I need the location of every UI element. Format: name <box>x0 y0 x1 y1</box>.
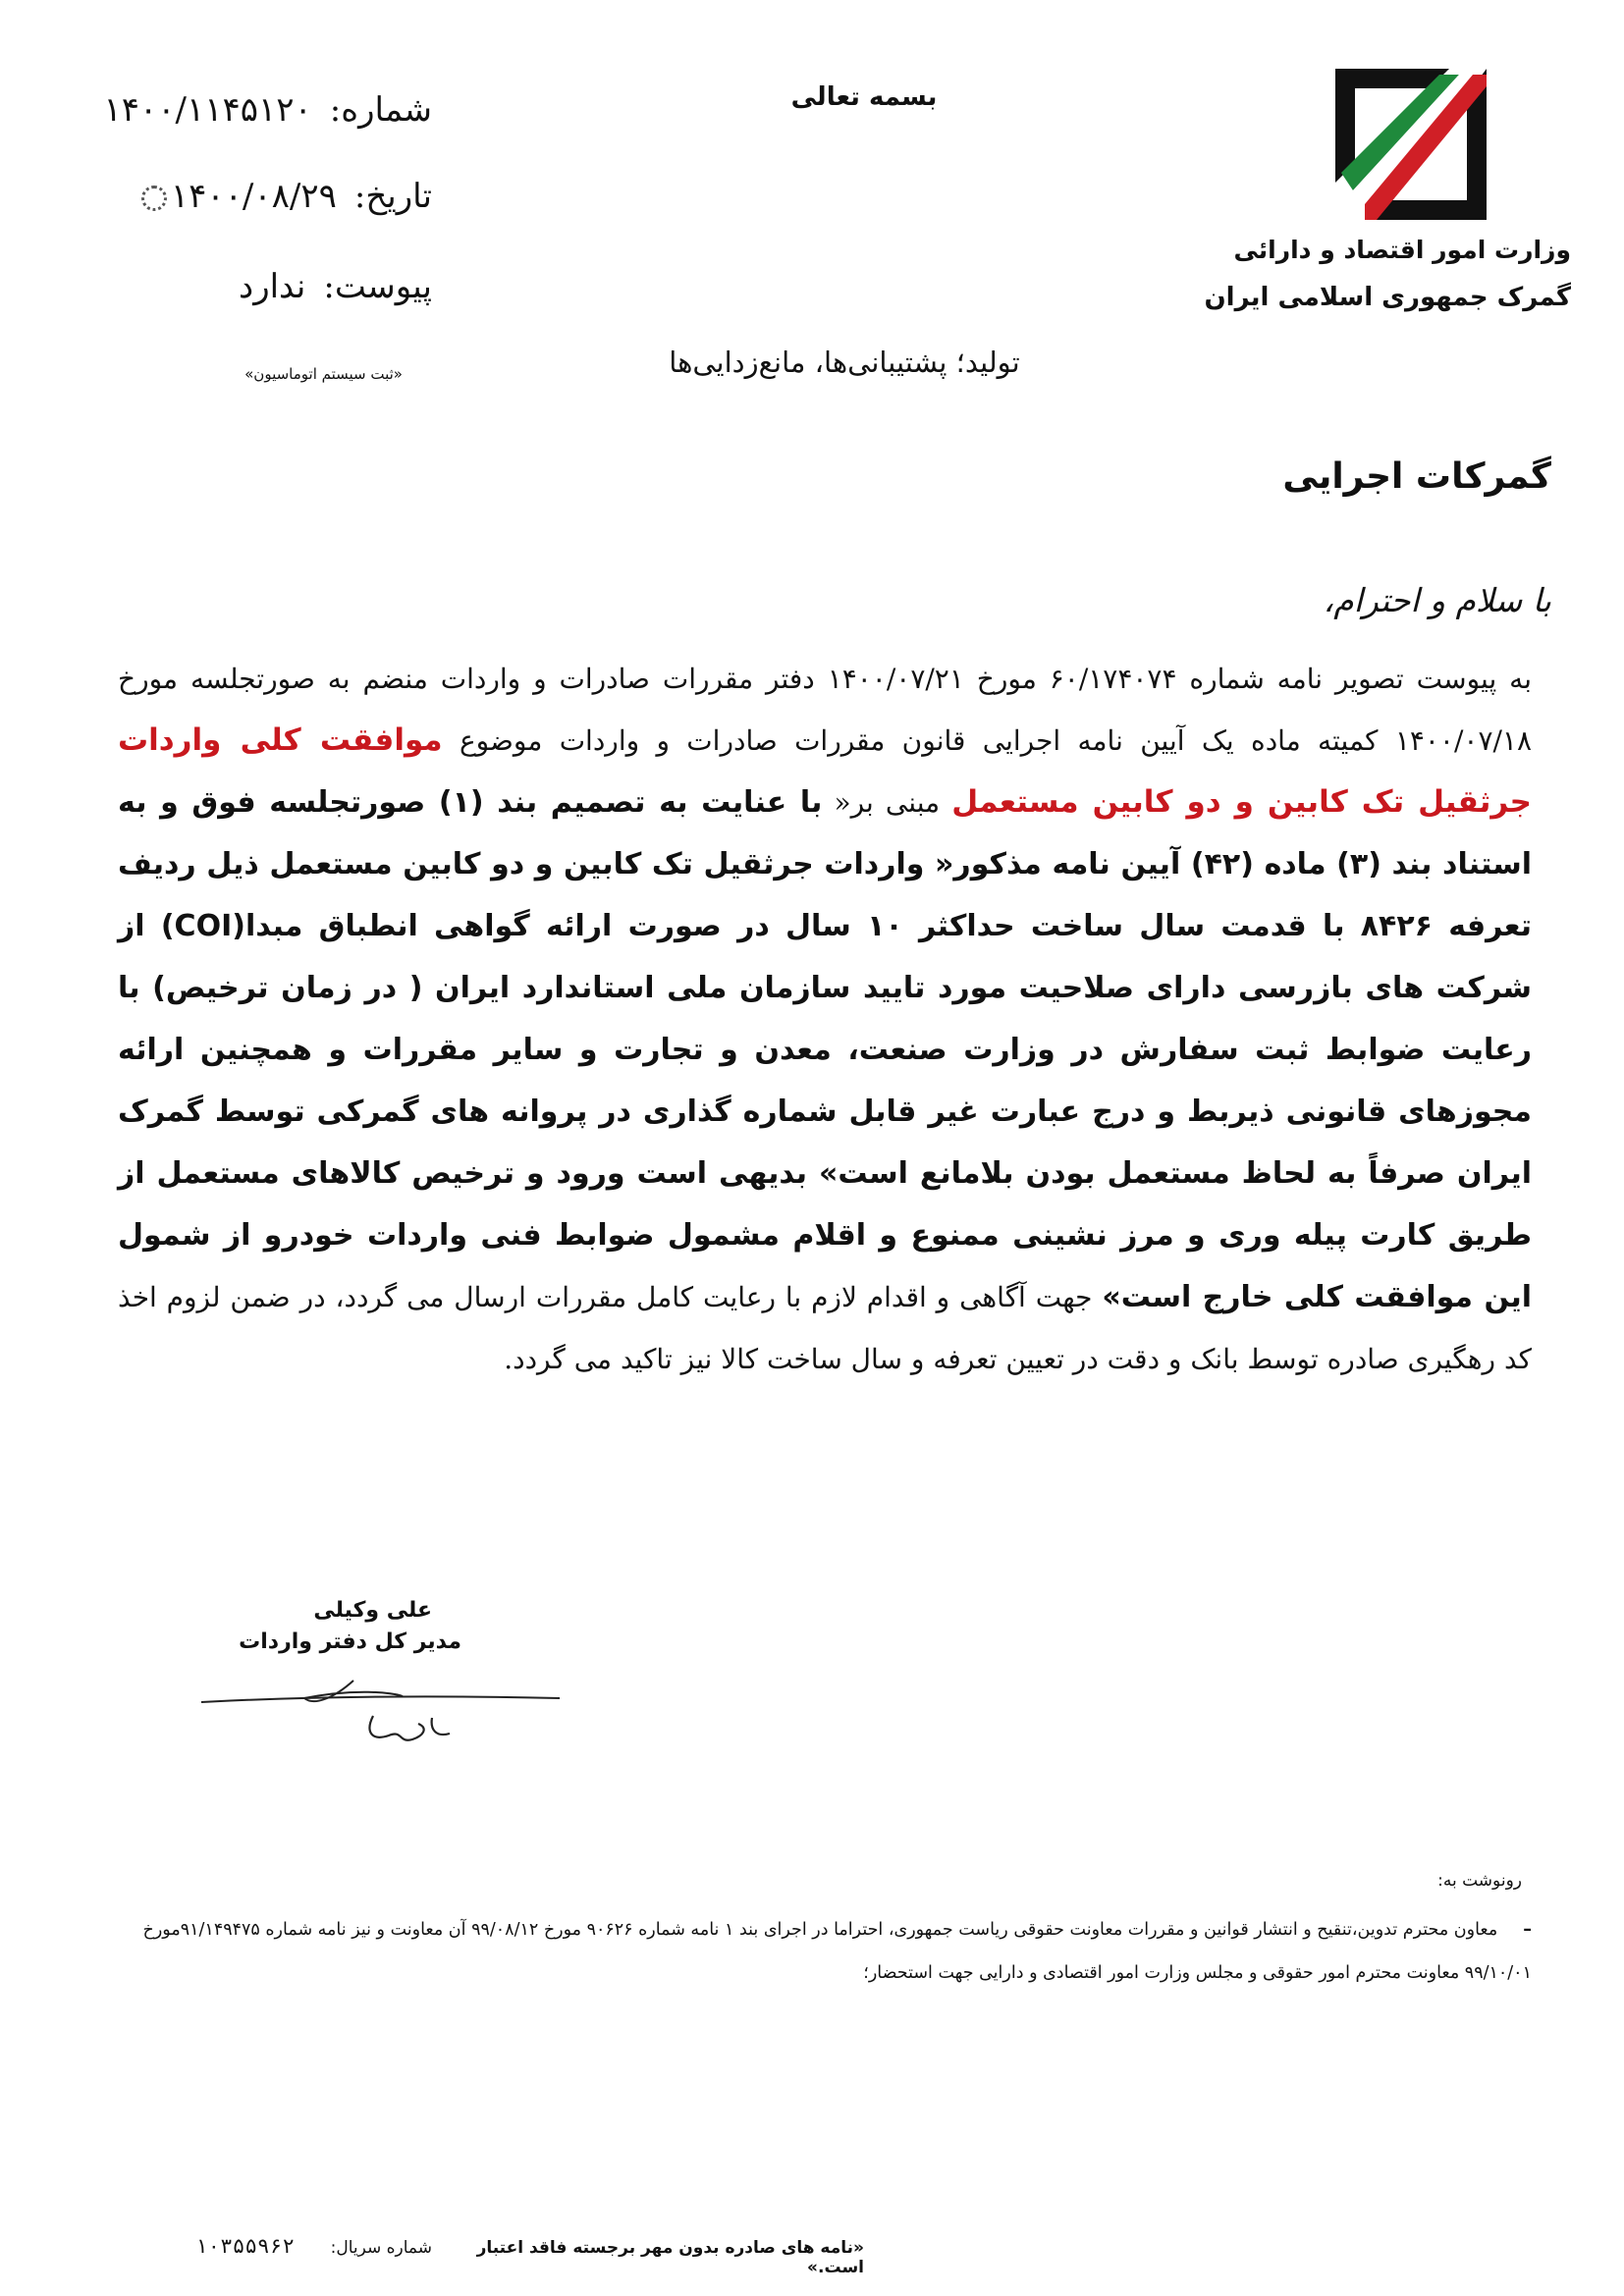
organization-name: گمرک جمهوری اسلامی ایران <box>1204 283 1571 312</box>
attachment-label: پیوست: <box>323 267 432 306</box>
date-value: ۱۴۰۰/۰۸/۲۹ <box>170 177 337 216</box>
greeting-line: با سلام و احترام، <box>1323 581 1551 619</box>
date-label: تاریخ: <box>353 177 432 216</box>
body-connector: مبنی بر« <box>834 786 941 819</box>
validity-note: «نامه های صادره بدون مهر برجسته فاقد اعتبار است.» <box>476 2238 864 2277</box>
irica-logo-icon <box>1333 67 1489 222</box>
body-intro: به پیوست تصویر نامه شماره ۶۰/۱۷۴۰۷۴ مورخ ۱۴۰۰/۰۷/۲۱ دفتر مقررات صادرات و واردات منضم به صورتجلسه مورخ ۱۴۰۰/۰۷/۱۸ کمیته ماده یک آیین نامه اجرایی قانون مقررات صادرات و واردات موضوع <box>118 663 1532 757</box>
letter-number-row <box>59 90 432 130</box>
body-decision-text: با عنایت به تصمیم بند (۱) صورتجلسه فوق و به استناد بند (۳) ماده (۴۲) آیین نامه مذکور« واردات جرثقیل تک کابین و دو کابین مستعمل ذیل ردیف تعرفه ۸۴۲۶ با قدمت سال ساخت حداکثر ۱۰ سال در صورت ارائه گواهی انطباق مبدا(COI) از شرکت های بازرسی دارای صلاحیت مورد تایید سازمان ملی استاندارد ایران ( در زمان ترخیص) با رعایت ضوابط ثبت سفارش در وزارت صنعت، معدن و تجارت و سایر مقررات و همچنین ارائه مجوزهای قانونی ذیربط و درج عبارت غیر قابل شماره گذاری در پروانه های گمرکی توسط گمرک ایران صرفاً به لحاظ مستعمل بودن بلامانع است» بدیهی است ورود و ترخیص کالاهای مستعمل از طریق کارت پیله وری و مرز نشینی ممنوع و اقلام مشمول ضوابط فنی واردات خودرو از شمول این موافقت کلی خارج است» <box>118 785 1532 1314</box>
cc-dash: – <box>1523 1920 1532 1940</box>
cc-label: رونوشت به: <box>1437 1871 1522 1891</box>
signatory-title: مدیر کل دفتر واردات <box>239 1629 461 1654</box>
bismillah-heading: بسمه تعالی <box>790 82 938 112</box>
number-label: شماره: <box>329 90 432 130</box>
attachment-value: ندارد <box>239 267 306 306</box>
body-closing: جهت آگاهی و اقدام لازم با رعایت کامل مقررات ارسال می گردد، در ضمن لزوم اخذ کد رهگیری صادره توسط بانک و دقت در تعیین تعرفه و سال ساخت کالا نیز تاکید می گردد. <box>118 1281 1532 1375</box>
number-value: ۱۴۰۰/۱۱۴۵۱۲۰ <box>103 90 312 130</box>
serial-number: ۱۰۳۵۵۹۶۲ <box>194 2234 295 2258</box>
serial-label: شماره سریال: <box>330 2238 432 2258</box>
recipient-heading: گمرکات اجرایی <box>1282 456 1551 497</box>
cc-recipient-text <box>118 1908 1532 1995</box>
signatory-name: علی وکیلی <box>313 1598 432 1623</box>
attachment-row <box>59 267 432 306</box>
ministry-name: وزارت امور اقتصاد و دارائی <box>1233 236 1571 264</box>
letter-body <box>118 648 1532 1390</box>
handwritten-signature <box>196 1659 569 1767</box>
letter-date-row <box>59 177 432 216</box>
cc-body: معاون محترم تدوین،تنقیح و انتشار قوانین و مقررات معاونت حقوقی ریاست جمهوری، احتراما در اجرای بند ۱ نامه شماره ۹۰۶۲۶ مورخ ۹۹/۰۸/۱۲ آن معاونت و نیز نامه شماره ۹۱/۱۴۹۴۷۵مورخ ۹۹/۱۰/۰۱ معاونت محترم امور حقوقی و مجلس وزارت امور اقتصادی و دارایی جهت استحضار؛ <box>142 1920 1532 1983</box>
seal-dot-icon <box>141 186 167 211</box>
automation-system-note: «ثبت سیستم اتوماسیون» <box>244 365 403 383</box>
department-slogan: تولید؛ پشتیبانی‌ها، مانع‌زدایی‌ها <box>669 346 1020 379</box>
body-subject-highlight: موافقت کلی واردات جرثقیل تک کابین و دو کابین مستعمل <box>118 722 1532 820</box>
